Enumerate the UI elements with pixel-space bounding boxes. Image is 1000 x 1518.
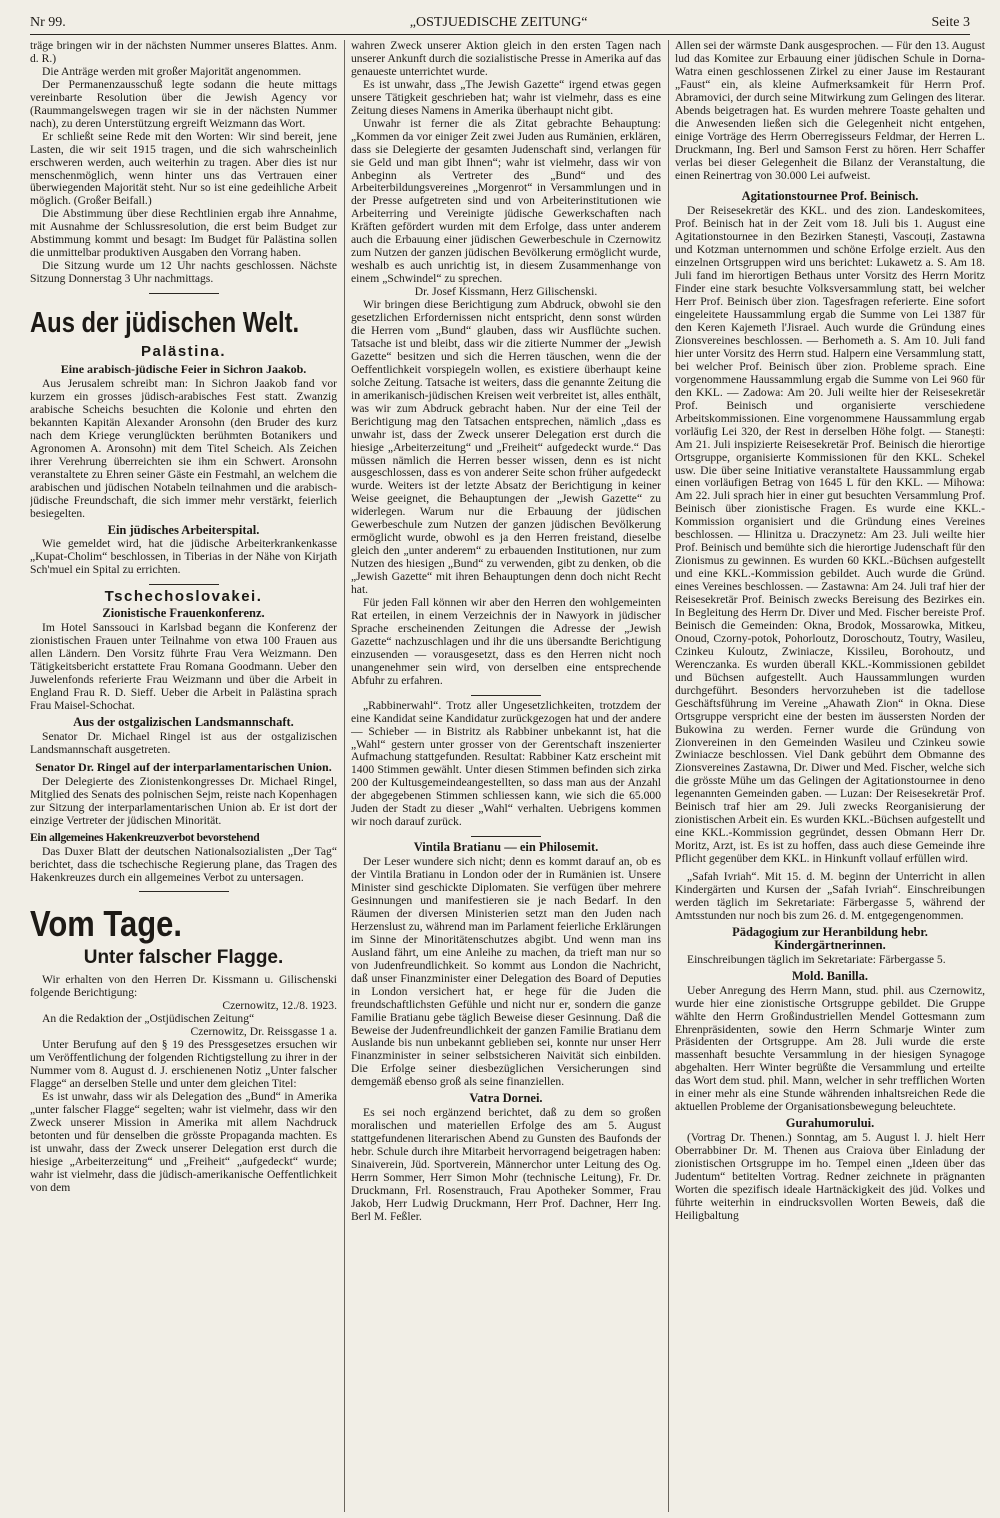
paragraph: Unwahr ist ferner die als Zitat gebrachte Behauptung: „Kommen da vor einiger Zeit zwei Juden aus Rumänien, erklären, dass sie Delegierte der gesamten Judenschaft sind, verlangen für sie Geld und man gibt Ihnen“; wahr ist vielmehr, dass wir von Anbeginn als Vertreter des „Bund“ und des Arbeiterbildungsvereines „Morgenrot“ in Versammlungen und in der Presse aufgetreten sind und von Arbeiterinstitutionen wie Arbeiterring und Vereinigte jüdische Gewerkschaften nach Kräften gefördert wurden mit dem Erfolge, dass unter anderem auch die Erbauung einer jüdischen Gewerbeschule in Czernowitz zum Nutzen der ganzen jüdischen Bevölkerung ermöglicht wurde, weshalb es auch unrichtig ist, in diesem Zusammenhange von einem „Schwindel“ zu sprechen. xyxy=(351,116,661,286)
paragraph: „Rabbinerwahl“. Trotz aller Ungesetzlichkeiten, trotzdem der eine Kandidat seine Kandidatur zurückgezogen hat und der andere — Schieber — in Bistritz als Rabbiner unbekannt ist, hat die „Wahl“ gestern unter grosser von der Gerentschaft inszenierter Aufmachung stattgefunden. Resultat: Rabbiner Katz erscheint mit 1400 Stimmen gewählt. Unter diesen Stimmen befinden sich zirka 200 der Kultusgemeindeangestellten, so dass man aus der Anzahl der abgegebenen Stimmen schliessen kann, wie sich die 65.000 Juden der Stadt zu dieser „Wahl“ verhalten. Uebrigens kommen wir noch darauf zurück. xyxy=(351,698,661,829)
paragraph: Unter Berufung auf den § 19 des Pressgesetzes ersuchen wir um Veröffentlichung der folgenden Richtigstellung zu ihrer in der Nummer vom 8. August d. J. erschienenen Notiz „Unter falscher Flagge“ an derselben Stelle und unter dem gleichen Titel: xyxy=(30,1038,337,1090)
heading-paedagogium: Pädagogium zur Heranbildung hebr. Kindergärtnerinnen. xyxy=(732,924,928,952)
letter-date: Czernowitz, 12./8. 1923. xyxy=(222,999,337,1013)
paragraph: Allen sei der wärmste Dank ausgesprochen. — Für den 13. August lud das Komitee zur Erbauung einer jüdischen Schule in Dorna-Watra einen geschlossenen Zirkel zu einer Jause im Restaurant „Faust“ ein, als kleine Aufmerksamkeit für Herrn Prof. Abramovici, der durch seine Mitwirkung zum Gelingen des literar. Abends beigetragen hat. Es wurden mehrere Toaste gehalten und die Anwesenden ließen sich die Gelegenheit nicht entgehen, einige Vorträge des Herrn Oberregisseurs Feldmar, der Herren L. Druckmann, Ing. Berl und Samson Ferst zu hören. Herr Schaffer verlas bei dieser Gelegenheit die Bilanz der Veranstaltung, die einen Reinertrag von 30.000 Lei aufweist. xyxy=(675,40,985,182)
paragraph: Wir bringen diese Berichtigung zum Abdruck, obwohl sie den gesetzlichen Erfordernissen nicht entspricht, denn sonst würden die Herren vom „Bund“ glauben, dass wir Ausflüchte suchen. Tatsache ist und bleibt, dass wir die zitierte Nummer der „Jewish Gazette“ besitzen und sich die Herren täuschen, wenn die der Oeffentlichkeit vorspiegeln wollen, es existiere überhaupt keine solche Zeitung. Tatsache ist weiters, dass die genannte Zeitung die in amerikanisch-jüdischen Kreisen weit verbreitet ist, alles enthält, was wir zum Abdruck gebracht haben. Nur der eine Teil der Berichtigung mag den Tatsachen entsprechen, nämlich „dass es unwahr ist, dass der Zweck unserer Delegation erst durch die hiesige „Arbeiterzeitung“ und „Freiheit“ aufgedeckt wurde.“ Das müssen nämlich die Herren besser wissen, denn es ist nicht ausgeschlossen, dass es von anderer Seite schon früher aufgedeckt wurde. Weiters ist der letzte Absatz der Berichtigung in keiner Weise geeignet, die Behauptungen der „Jewish Gazette“ zu widerlegen. Warum nur die Erbauung der jüdischen Gewerbeschule zum Nutzen der ganzen jüdischen Bevölkerung ermöglicht wurde, obwohl es ja den Herren freistand, dieselbe gleich den „unter anderem“ zu erbauenden Institutionen, nur zum Nutzen des hiesigen „Bund“ zu verwenden, gibt zu denken, ob die „Jewish Gazette“ mit ihren Behauptungen denn doch nicht Recht hat. xyxy=(351,298,661,597)
heading-vatra-dornei: Vatra Dornei. xyxy=(469,1091,543,1106)
paragraph: Für jeden Fall können wir aber den Herren den wohlgemeinten Rat erteilen, in einem Verzeichnis der in Nawyork in jüdischer Sprache erscheinenden Zeitungen die Adresse der „Jewish Gazette“ nachzuschlagen und ihr die uns übersandte Berichtigung einzusenden — vorausgesetzt, dass es den Herren nicht noch unangenehmer sein wird, von derselben eine entsprechende Abfuhr zu erfahren. xyxy=(351,595,661,687)
heading-ringel: Senator Dr. Ringel auf der interparlamentarischen Union. xyxy=(35,759,332,774)
paragraph: Es sei noch ergänzend berichtet, daß zu dem so großen moralischen und materiellen Erfolge des am 5. August stattgefundenen literarischen Abend zu Gunsten des Baufonds der hebr. Schule durch ihre Mitarbeit hervorragend beigetragen haben: Sinaiverein, Jüd. Sportverein, Männerchor unter Leitung des Og. Herrn Sommer, Herr Simon Mohr (technische Leitung), Fr. Dr. Druckmann, Frl. Rosenstrauch, Frau Apotheker Sommer, Frau Jakob, Herr Ludwig Druckmann, Herr Prof. Dachner, Herr Ing. Berl M. Feßler. xyxy=(351,1106,661,1223)
heading-gurahumorului: Gurahumorului. xyxy=(785,1116,875,1131)
paragraph: Der Reisesekretär des KKL. und des zion. Landeskomitees, Prof. Beinisch hat in der Zeit vom 18. Juli bis 1. August eine Agitationstournee in den Bezirken Stanești, Vascouți, Zastawna und Kotzman unternommen und schöne Erfolge erzielt. Aus den einzelnen Ortsgruppen wird uns berichtet: Lukawetz a. S. Am 18. Juli fand im hierortigen Bethaus unter Vorsitz des Herrn Moritz Finder eine stark besuchte Volksversammlung statt, bei welcher Herr Prof. Beinisch über zion. Tagesfragen referierte. Eine sofort eingeleitete Haussammlung ergab die Summe von Lei 1387 für den Keren Kajemeth l'Jisrael. Auch wurde die Gründung eines Zionsvereines beschlossen. — Berhometh a. S. Am 10. Juli fand hier unter Vorsitz des Herrn stud. Halpern eine Versammlung statt, bei welcher Prof. Beinisch über zion. Probleme sprach. Eine vorgenommene Haussammlung ergab die Summe von Lei 960 für den KKL. — Zadowa: Am 20. Juli weilte hier der Reisesekretär Prof. Beinisch und organisierte verschiedene Arbeitskommissionen. Eine vorgenommene Haussammlung ergab vorläufig Lei 320, der Rest in derselben Höhe folgt. — Stanești: Am 21. Juli inspizierte Reisesekretär Prof. Beinisch die hierortige Ortsgruppe, organisierte Kommissionen für den KKL. Schekel usw. Die über seine Initiative veranstaltete Haussammlung ergab einen vorläufigen Betrag von 1645 L für den KKL. — Mihowa: Am 22. Juli sprach hier in einer gut besuchten Versammlung Prof. Beinisch über zionistische Fragen. Es wurde eine KKL.-Kommission organisiert und die Gründung eines Vereines beschlossen. — Hlinitza u. Draczynetz: Am 23. Juli weilte hier Prof. Beinisch und bemühte sich die hierortige Judenschaft für den Zionismus zu gewinnen. Es wurden 60 KKL.-Büchsen aufgestellt und eine KKL.-Kommission gebildet. Auch wurde die Gründ. eines Vereines beschlossen. — Zastawna: Am 24. Juli traf hier der Reisesekretär Prof. Beinisch zwecks Bereisung des Bezirkes ein. In Begleitung des Herrn Dr. Diver und Med. Fischer bereiste Prof. Beinisch die Gemeinden: Okna, Brodok, Mossarowka, Mitkeu, Onoud, Czorny-potok, Pohorloutz, Doroschoutz, Toutry, Wasileu, Czinkeu Kuloutz, Zwiniacze, Kissileu, Borohoutz, und Werenczanka. Es wurden überall KKL.-Kommissionen gebildet und Büchsen aufgestellt. Auch Haussammlungen wurden durchgeführt. Besonders hervorzuheben ist die tadellose Geschäftsführung im Vereine „Ahawath Zion“ in Okna. Diese Ortsgruppe verspricht eine der besten im äussersten Norden der Bukowina zu werden. Ferner wurde die Gründung von Zionvereinen in den Gemeinden Wasileu und Czinkeu sowie Zwiniacze beschlossen. Viel Dank gebührt dem Obmanne des Zionsvereines Zastawna, Dr. Diwer und Med. Fischer, welche sich die grösste Mühe um das Gelingen der Agitationstournee in deno legenannten Gemeinden gaben. — Luzan: Der Reisesekretär Prof. Beinisch traf hier am 29. Juli zwecks Reorganisierung der zionistischen Arbeit ein. Es wurden KKL.-Büchsen aufgestellt und eine KKL.-Kommission gegründet, dessen Obmann Herr Dr. Moritz, Arzt, ist. Es ist zu hoffen, dass auch diese Gemeinde ihre Pflicht gegenüber dem KKL. in Hinkunft vollauf erfüllen wird. xyxy=(675,204,985,866)
newspaper-title: „OSTJUEDISCHE ZEITUNG“ xyxy=(409,15,588,30)
column-rule-2 xyxy=(668,40,669,1512)
separator xyxy=(471,836,541,837)
paragraph: Im Hotel Sanssouci in Karlsbad begann die Konferenz der zionistischen Frauen unter Teilnahme von etwa 100 Frauen aus allen Ländern. Den Vorsitz führte Frau Vera Weizmann. Den Tätigkeitsbericht erstattete Frau Romana Goodmann. Ueber den Juwelenfonds referierte Frau Weizmann und über die Arbeit in England Frau R. D. Sieff. Ueber die Arbeit in Palästina sprach Frau Maisel-Schochat. xyxy=(30,621,337,712)
separator xyxy=(149,293,219,294)
paragraph: Wie gemeldet wird, hat die jüdische Arbeiterkrankenkasse „Kupat-Cholim“ beschlossen, in Tiberias in der Nähe von Kirjath Sch'muel ein Spital zu errichten. xyxy=(30,537,337,577)
paragraph: Einschreibungen täglich im Sekretariate: Färbergasse 5. xyxy=(687,952,946,966)
paragraph: träge bringen wir in der nächsten Nummer unseres Blattes. Anm. d. R.) xyxy=(30,40,337,65)
paragraph: Die Sitzung wurde um 12 Uhr nachts geschlossen. Nächste Sitzung Donnerstag 3 Uhr nachmittags. xyxy=(30,259,337,286)
heading-palestine: Palästina. xyxy=(140,343,227,361)
separator xyxy=(149,584,219,585)
paragraph: „Safah Ivriah“. Mit 15. d. M. beginn der Unterricht in allen Kindergärten und Kursen der „Safah Ivriah“. Einschreibungen werden täglich im Sekretariate: Färbergasse 5, während der Amtsstunden nur noch bis zum 26. d. M. entgegengenommen. xyxy=(675,870,985,922)
heading-landsmannschaft: Aus der ostgalizischen Landsmannschaft. xyxy=(73,714,294,729)
heading-hakenkreuz: Ein allgemeines Hakenkreuzverbot bevorstehend xyxy=(30,830,260,844)
heading-frauenkonferenz: Zionistische Frauenkonferenz. xyxy=(102,606,265,621)
column-rule-1 xyxy=(344,40,345,1512)
separator xyxy=(139,891,229,892)
paragraph: wahren Zweck unserer Aktion gleich in den ersten Tagen nach unserer Ankunft durch die sozialistische Presse in Amerika auf das genaueste unterrichtet wurde. xyxy=(351,40,661,78)
paragraph: Aus Jerusalem schreibt man: In Sichron Jaakob fand vor kurzem ein grosses jüdisch-arabisches Fest statt. Zwanzig arabische Scheichs besuchten die Kolonie und ehrten den bekannten Kapitän Alexander Aronsohn (den Bruder des kurz nach dem Kriege verunglückten berühmten Botanikers und Agronomen A. Aronsohn) mit dem Titel Scheich. Als Zeichen ihrer Verehrung überreichten sie ihm ein Schwert. Aronsohn veranstaltete zu Ehren seiner Gäste ein Festmahl, an welchem die arabischen und jüdischen Notabeln teilnahmen und die arabisch-jüdische Freundschaft, die sich immer mehr verstärkt, feierlich besiegelten. xyxy=(30,377,337,520)
heading-czechoslovakia: Tschechoslovakei. xyxy=(104,588,263,606)
section-heading-vom-tage: Vom Tage. xyxy=(30,903,182,945)
paragraph: Wir erhalten von den Herren Dr. Kissmann u. Gilischenski folgende Berichtigung: xyxy=(30,973,337,1000)
paragraph: Er schließt seine Rede mit den Worten: Wir sind bereit, jene Lasten, die wir seit 1915 tragen, und die sich wahrscheinlich erschweren werden, auch weiterhin zu tragen. Aber dies ist nur menschenmöglich, wenn hinter uns das Vertrauen einer überwiegenden Majorität steht. Nur so ist eine gedeihliche Arbeit möglich. (Großer Beifall.) xyxy=(30,129,337,208)
paragraph: Die Abstimmung über diese Rechtlinien ergab ihre Annahme, mit Ausnahme der Schlussresolution, die erst beim Budget zur Abstimmung kommt und besagt: Im Budget für Palästina sollen die unmittelbar produktiven Ausgaben den Vorrang haben. xyxy=(30,207,337,260)
heading-mold-banilla: Mold. Banilla. xyxy=(791,968,869,983)
paragraph: Der Leser wundere sich nicht; denn es kommt darauf an, ob es der Vintila Bratianu in London oder der in Rumänien ist. Unsere Minister sind geschickte Diplomaten. Sie verfügen über mehrere Gesinnungen und manifestieren sie je nach Bedarf. In den Räumen der diversen Ministerien setzt man den Juden nach Herzenslust zu, während man im Parlament feierliche Erklärungen im Sinne der Minoritätenschutzes abgibt. Und wenn man ins Ausland fährt, um eine Anleihe zu machen, da trieft man nur so von Judenfreundlichkeit. So kommt aus London die Nachricht, daß unser Finanzminister einer Delegation des Board of Deputies in London versichert hat, er hege für die Juden die freundschaftlichsten Gefühle und nicht nur er, sondern die ganze Familie Bratianu gebe täglich Beweise dieser Gesinnung. Daß die Beweise der Judenfreundlichkeit der ganzen Familie Bratianu dem Auslande bis nun unbekannt geblieben sei, konnte nur unser Herr Finanzminister in seiner selbstsicheren Naivität sich einbilden. Die Erfolge seiner diesbezüglichen Versicherungen sind demgemäß ebenso groß als seine finanziellen. xyxy=(351,855,661,1089)
separator xyxy=(471,695,541,696)
heading-vintila: Vintila Bratianu — ein Philosemit. xyxy=(413,840,599,855)
column-1 xyxy=(30,40,337,1512)
paragraph: Ueber Anregung des Herrn Mann, stud. phil. aus Czernowitz, wurde hier eine zionistische Ortsgruppe gebildet. Die Gruppe wählte den Herrn Großindustriellen Mendel Gottesmann zum Ehrenpräsidenten, sowie den Herrn Schmarje Winter zum Präsidenten der Ortsgruppe. Am 28. Juli wurde die erste massenhaft besuchte Versammlung in der hiesigen Synagoge abgehalten. Herr Winter begrüßte die Versammlung und erteilte das Wort dem stud. phil. Mann, welcher in sehr trefflichen Worten in einer mehr als eine Stunde währenden inhaltsreichen Rede die aktuellen Probleme der Organisationsbewegung beleuchtete. xyxy=(675,983,985,1114)
heading-feier: Eine arabisch-jüdische Feier in Sichron Jaakob. xyxy=(60,362,307,377)
paragraph: Senator Dr. Michael Ringel ist aus der ostgalizischen Landsmannschaft ausgetreten. xyxy=(30,729,337,756)
heading-spital: Ein jüdisches Arbeiterspital. xyxy=(107,522,260,537)
paragraph: Die Anträge werden mit großer Majorität angenommen. xyxy=(42,64,302,78)
issue-number: Nr 99. xyxy=(30,15,66,30)
signature-line: Dr. Josef Kissmann, Herz Gilischenski. xyxy=(414,285,598,299)
paragraph: Der Permanenzausschuß legte sodann die heute mittags vereinbarte Resolution über die Jewish Agency vor (Raummangelswegen tragen wir sie in der nächsten Nummer nach), zu deren Unterstützung ergreift Weizmann das Wort. xyxy=(30,77,337,130)
column-2 xyxy=(351,40,661,1512)
heading-agitationstournee: Agitationstournee Prof. Beinisch. xyxy=(741,189,919,204)
masthead xyxy=(30,12,970,35)
letter-address: An die Redaktion der „Ostjüdischen Zeitung“ xyxy=(42,1012,255,1026)
paragraph: Es ist unwahr, dass wir als Delegation des „Bund“ in Amerika „unter falscher Flagge“ segelten; wahr ist vielmehr, dass wir den Zweck unserer Mission in Amerika mit allem Nachdruck betonten und für denselben die grösste Propaganda machten. Es ist unwahr, dass der Zweck unserer Delegation erst durch die hiesige „Arbeiterzeitung“ und „Freiheit“ „aufgedeckt“ wurde; wahr ist vielmehr, dass die jüdisch-amerikanische Oeffentlichkeit von dem xyxy=(30,1089,337,1194)
paragraph: Der Delegierte des Zionistenkongresses Dr. Michael Ringel, Mitglied des Senats des polnischen Sejm, reiste nach Kopenhagen zur Sitzung der interparlamentarischen Union ab. Er ist dort der einzige Vertreter der jüdischen Minorität. xyxy=(30,774,337,827)
column-3 xyxy=(675,40,985,1512)
paragraph: Das Duxer Blatt der deutschen Nationalsozialisten „Der Tag“ berichtet, dass die tschechische Regierung plane, das Tragen des Hakenkreuzes durch ein allgemeines Verbot zu untersagen. xyxy=(30,845,337,885)
paragraph: (Vortrag Dr. Thenen.) Sonntag, am 5. August l. J. hielt Herr Oberrabbiner Dr. M. Thenen aus Craiova über Einladung der zionistischen Ortsgruppe im ho. Tempel einen „Ideen über das Judentum“ betitelten Vortrag. Redner zeichnete in prägnanten Worten die spezifisch ideale Hartnäckigkeit des jüd. Volkes und führte weiterhin in eindrucksvollen Worten Beweis, daß die Heiligbaltung xyxy=(675,1131,985,1222)
section-heading-world: Aus der jüdischen Welt. xyxy=(30,307,300,340)
page-number: Seite 3 xyxy=(931,15,970,30)
heading-falsche-flagge: Unter falscher Flagge. xyxy=(83,947,284,969)
paragraph: Es ist unwahr, dass „The Jewish Gazette“ irgend etwas gegen unsere Tätigkeit geschrieben hat; wahr ist vielmehr, dass es eine Zeitung dieses Namens in Amerika überhaupt nicht gibt. xyxy=(351,77,661,117)
letter-address-line: Czernowitz, Dr. Reissgasse 1 a. xyxy=(190,1025,337,1039)
